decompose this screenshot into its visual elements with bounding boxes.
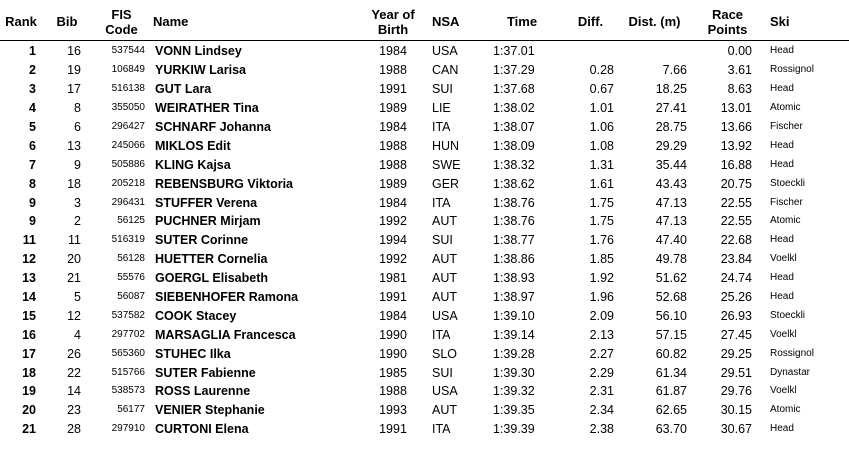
- distance-cell: 52.68: [655, 290, 687, 305]
- ski-brand-cell: Head: [770, 45, 794, 57]
- table-row: [0, 118, 849, 137]
- header-row: [0, 3, 849, 41]
- ski-brand-cell: Rossignol: [770, 64, 814, 76]
- bib-cell: 8: [74, 101, 81, 116]
- race-points-cell: 30.15: [720, 403, 752, 418]
- year-of-birth-cell: 1988: [379, 157, 407, 172]
- header-pts-line1: Race: [711, 6, 744, 22]
- athlete-name-cell: ROSS Laurenne: [155, 384, 251, 399]
- rank-cell: 16: [22, 327, 36, 342]
- year-of-birth-cell: 1994: [379, 233, 407, 248]
- ski-brand-cell: Voelkl: [770, 253, 797, 265]
- table-row: [0, 401, 849, 420]
- year-of-birth-cell: 1988: [379, 138, 407, 153]
- bib-cell: 20: [67, 252, 81, 267]
- nsa-cell: AUT: [432, 252, 457, 267]
- fis-code-cell: 106849: [111, 64, 145, 76]
- diff-cell: 2.29: [589, 365, 614, 380]
- athlete-name-cell: SIEBENHOFER Ramona: [155, 290, 299, 305]
- ski-brand-cell: Head: [770, 83, 794, 95]
- nsa-cell: ITA: [432, 327, 451, 342]
- diff-cell: 1.01: [589, 101, 614, 116]
- bib-cell: 9: [74, 157, 81, 172]
- year-of-birth-cell: 1991: [379, 82, 407, 97]
- table-row: [0, 61, 849, 80]
- header-yob-line2: Birth: [377, 21, 409, 37]
- race-points-cell: 23.84: [720, 252, 752, 267]
- bib-cell: 19: [67, 63, 81, 78]
- time-cell: 1:38.07: [493, 120, 535, 134]
- header-year-of-birth: [360, 3, 426, 41]
- time-cell: 1:38.86: [493, 252, 535, 267]
- time-cell: 1:39.14: [493, 327, 535, 342]
- diff-cell: 2.13: [589, 327, 614, 342]
- ski-brand-cell: Stoeckli: [770, 309, 806, 321]
- distance-cell: 43.43: [655, 176, 687, 191]
- distance-cell: 51.62: [655, 271, 687, 286]
- athlete-name-cell: MARSAGLIA Francesca: [155, 327, 296, 342]
- header-rank: Rank: [0, 3, 42, 41]
- nsa-cell: AUT: [432, 403, 457, 418]
- distance-cell: 27.41: [655, 101, 687, 116]
- header-nsa: NSA: [426, 3, 481, 41]
- bib-cell: 4: [74, 327, 81, 342]
- nsa-cell: SUI: [432, 365, 453, 380]
- fis-code-cell: 56128: [117, 253, 145, 265]
- year-of-birth-cell: 1990: [379, 346, 407, 361]
- fis-code-cell: 245066: [111, 139, 145, 151]
- athlete-name-cell: YURKIW Larisa: [155, 63, 246, 78]
- race-points-cell: 22.55: [720, 214, 752, 229]
- diff-cell: 1.61: [589, 176, 614, 191]
- distance-cell: 62.65: [655, 403, 687, 418]
- diff-cell: 0.28: [589, 63, 614, 78]
- diff-cell: 1.76: [589, 233, 614, 248]
- ski-brand-cell: Stoeckli: [770, 177, 806, 189]
- athlete-name-cell: SUTER Corinne: [155, 233, 249, 248]
- ski-brand-cell: Atomic: [770, 102, 801, 114]
- time-cell: 1:38.76: [493, 214, 535, 229]
- distance-cell: 61.87: [655, 384, 687, 399]
- race-points-cell: 13.92: [720, 138, 752, 153]
- nsa-cell: HUN: [432, 138, 460, 153]
- time-cell: 1:38.09: [493, 138, 535, 153]
- rank-cell: 11: [22, 233, 36, 248]
- bib-cell: 14: [67, 384, 81, 399]
- year-of-birth-cell: 1981: [379, 271, 407, 286]
- diff-cell: 2.31: [589, 384, 614, 399]
- fis-code-cell: 56125: [117, 215, 145, 227]
- bib-cell: 5: [74, 290, 81, 305]
- year-of-birth-cell: 1984: [379, 120, 407, 134]
- header-bib: Bib: [42, 3, 92, 41]
- ski-brand-cell: Head: [770, 234, 794, 246]
- table-row: [0, 269, 849, 288]
- time-cell: 1:37.01: [493, 44, 535, 59]
- year-of-birth-cell: 1984: [379, 44, 407, 59]
- athlete-name-cell: GUT Lara: [155, 82, 212, 97]
- table-row: [0, 306, 849, 325]
- distance-cell: 61.34: [655, 365, 687, 380]
- ski-brand-cell: Head: [770, 423, 794, 435]
- header-race-points: [691, 3, 764, 41]
- table-row: [0, 136, 849, 155]
- athlete-name-cell: SUTER Fabienne: [155, 365, 256, 380]
- header-fis-line2: Code: [105, 21, 138, 37]
- header-distance: Dist. (m): [618, 3, 691, 41]
- table-body: [0, 41, 849, 439]
- year-of-birth-cell: 1988: [379, 63, 407, 78]
- race-points-cell: 22.55: [720, 195, 752, 210]
- distance-cell: 63.70: [655, 422, 687, 437]
- nsa-cell: CAN: [432, 63, 459, 78]
- fis-code-cell: 296427: [111, 121, 145, 132]
- diff-cell: 1.75: [589, 195, 614, 210]
- table-header: [0, 3, 849, 41]
- race-points-cell: 29.51: [720, 365, 752, 380]
- time-cell: 1:39.39: [493, 422, 535, 437]
- ski-brand-cell: Head: [770, 291, 794, 303]
- distance-cell: 29.29: [655, 138, 687, 153]
- fis-code-cell: 516319: [111, 234, 145, 246]
- ski-brand-cell: Head: [770, 272, 794, 284]
- nsa-cell: ITA: [432, 195, 451, 210]
- diff-cell: 1.06: [589, 120, 614, 134]
- rank-cell: 17: [22, 346, 36, 361]
- ski-brand-cell: Head: [770, 158, 794, 170]
- distance-cell: 28.75: [655, 120, 687, 134]
- fis-code-cell: 538573: [111, 385, 145, 397]
- nsa-cell: GER: [432, 176, 460, 191]
- nsa-cell: SUI: [432, 233, 453, 248]
- table-row: [0, 325, 849, 344]
- header-diff: Diff.: [563, 3, 618, 41]
- race-points-cell: 8.63: [727, 82, 752, 97]
- year-of-birth-cell: 1988: [379, 384, 407, 399]
- fis-code-cell: 56177: [117, 404, 145, 416]
- ski-brand-cell: Fischer: [770, 121, 803, 132]
- fis-code-cell: 505886: [111, 158, 145, 170]
- table-row: [0, 250, 849, 269]
- nsa-cell: AUT: [432, 271, 457, 286]
- distance-cell: 18.25: [655, 82, 687, 97]
- rank-cell: 20: [22, 403, 36, 418]
- year-of-birth-cell: 1984: [379, 308, 407, 323]
- nsa-cell: USA: [432, 384, 458, 399]
- distance-cell: 7.66: [662, 63, 687, 78]
- nsa-cell: USA: [432, 308, 458, 323]
- rank-cell: 7: [29, 157, 36, 172]
- bib-cell: 22: [67, 365, 81, 380]
- distance-cell: 35.44: [655, 157, 687, 172]
- athlete-name-cell: COOK Stacey: [155, 308, 237, 323]
- distance-cell: 60.82: [655, 346, 687, 361]
- year-of-birth-cell: 1991: [379, 290, 407, 305]
- time-cell: 1:39.35: [493, 403, 535, 418]
- rank-cell: 9: [29, 214, 36, 229]
- athlete-name-cell: HUETTER Cornelia: [155, 252, 268, 267]
- athlete-name-cell: PUCHNER Mirjam: [155, 214, 261, 229]
- bib-cell: 13: [67, 138, 81, 153]
- header-time: Time: [481, 3, 563, 41]
- results-table: [0, 3, 849, 439]
- time-cell: 1:38.76: [493, 195, 535, 210]
- rank-cell: 14: [22, 290, 36, 305]
- table-row: [0, 212, 849, 231]
- race-points-cell: 22.68: [720, 233, 752, 248]
- ski-brand-cell: Fischer: [770, 196, 803, 208]
- table-row: [0, 363, 849, 382]
- table-row: [0, 155, 849, 174]
- time-cell: 1:39.30: [493, 365, 535, 380]
- fis-code-cell: 355050: [111, 102, 145, 114]
- table-row: [0, 193, 849, 212]
- distance-cell: 49.78: [655, 252, 687, 267]
- fis-code-cell: 565360: [111, 347, 145, 359]
- race-points-cell: 30.67: [720, 422, 752, 437]
- nsa-cell: ITA: [432, 120, 451, 134]
- time-cell: 1:39.10: [493, 308, 535, 323]
- year-of-birth-cell: 1985: [379, 365, 407, 380]
- table-row: [0, 99, 849, 118]
- race-points-cell: 0.00: [727, 44, 752, 59]
- diff-cell: 1.96: [589, 290, 614, 305]
- year-of-birth-cell: 1984: [379, 195, 407, 210]
- time-cell: 1:37.68: [493, 82, 535, 97]
- year-of-birth-cell: 1992: [379, 252, 407, 267]
- ski-brand-cell: Voelkl: [770, 385, 797, 397]
- bib-cell: 17: [67, 82, 81, 97]
- ski-brand-cell: Rossignol: [770, 347, 814, 359]
- diff-cell: 2.27: [589, 346, 614, 361]
- year-of-birth-cell: 1989: [379, 176, 407, 191]
- athlete-name-cell: KLING Kajsa: [155, 157, 231, 172]
- ski-brand-cell: Atomic: [770, 404, 801, 416]
- bib-cell: 26: [67, 346, 81, 361]
- bib-cell: 12: [67, 308, 81, 323]
- distance-cell: 57.15: [655, 327, 687, 342]
- time-cell: 1:39.28: [493, 346, 535, 361]
- athlete-name-cell: MIKLOS Edit: [155, 138, 231, 153]
- athlete-name-cell: REBENSBURG Viktoria: [155, 176, 293, 191]
- fis-code-cell: 297702: [111, 328, 145, 340]
- fis-code-cell: 516138: [111, 83, 145, 95]
- distance-cell: 47.13: [655, 214, 687, 229]
- time-cell: 1:38.02: [493, 101, 535, 116]
- table-row: [0, 41, 849, 61]
- fis-code-cell: 205218: [111, 177, 145, 189]
- nsa-cell: SUI: [432, 82, 453, 97]
- fis-code-cell: 296431: [111, 196, 145, 208]
- fis-code-cell: 55576: [117, 272, 145, 284]
- race-points-cell: 13.66: [720, 120, 752, 134]
- diff-cell: 1.75: [589, 214, 614, 229]
- year-of-birth-cell: 1993: [379, 403, 407, 418]
- rank-cell: 15: [22, 308, 36, 323]
- race-points-cell: 29.76: [720, 384, 752, 399]
- table-row: [0, 80, 849, 99]
- header-ski: Ski: [764, 3, 849, 41]
- race-points-cell: 13.01: [720, 101, 752, 116]
- race-points-cell: 24.74: [720, 271, 752, 286]
- bib-cell: 11: [68, 233, 81, 248]
- diff-cell: 1.31: [589, 157, 614, 172]
- distance-cell: 56.10: [655, 308, 687, 323]
- distance-cell: [618, 41, 691, 61]
- ski-brand-cell: Head: [770, 139, 794, 151]
- nsa-cell: AUT: [432, 290, 457, 305]
- table-row: [0, 420, 849, 439]
- rank-cell: 4: [29, 101, 36, 116]
- distance-cell: 47.40: [655, 233, 687, 248]
- fis-code-cell: 297910: [111, 423, 145, 435]
- rank-cell: 9: [29, 195, 36, 210]
- header-fis-line1: FIS: [111, 6, 132, 22]
- rank-cell: 19: [22, 384, 36, 399]
- fis-code-cell: 537544: [111, 45, 145, 57]
- time-cell: 1:38.62: [493, 176, 535, 191]
- year-of-birth-cell: 1992: [379, 214, 407, 229]
- year-of-birth-cell: 1989: [379, 101, 407, 116]
- nsa-cell: ITA: [432, 422, 451, 437]
- header-name: Name: [151, 3, 360, 41]
- race-points-cell: 25.26: [720, 290, 752, 305]
- rank-cell: 8: [29, 176, 36, 191]
- distance-cell: 47.13: [655, 195, 687, 210]
- bib-cell: 28: [67, 422, 81, 437]
- diff-cell: [563, 41, 618, 61]
- time-cell: 1:37.29: [493, 63, 535, 78]
- time-cell: 1:38.77: [493, 233, 535, 248]
- diff-cell: 1.92: [589, 271, 614, 286]
- fis-code-cell: 537582: [111, 309, 145, 321]
- athlete-name-cell: SCHNARF Johanna: [155, 120, 271, 134]
- header-yob-line1: Year of: [371, 6, 415, 22]
- time-cell: 1:38.93: [493, 271, 535, 286]
- time-cell: 1:38.32: [493, 157, 535, 172]
- rank-cell: 5: [29, 120, 36, 134]
- time-cell: 1:39.32: [493, 384, 535, 399]
- diff-cell: 2.38: [589, 422, 614, 437]
- rank-cell: 1: [29, 44, 36, 59]
- bib-cell: 3: [74, 195, 81, 210]
- athlete-name-cell: CURTONI Elena: [155, 422, 249, 437]
- table-row: [0, 174, 849, 193]
- athlete-name-cell: VONN Lindsey: [155, 44, 242, 59]
- athlete-name-cell: WEIRATHER Tina: [155, 101, 259, 116]
- fis-code-cell: 56087: [117, 291, 145, 303]
- nsa-cell: SWE: [432, 157, 461, 172]
- rank-cell: 2: [29, 63, 36, 78]
- bib-cell: 21: [67, 271, 81, 286]
- bib-cell: 18: [67, 176, 81, 191]
- bib-cell: 2: [74, 214, 81, 229]
- race-points-cell: 29.25: [720, 346, 752, 361]
- diff-cell: 1.85: [589, 252, 614, 267]
- ski-brand-cell: Voelkl: [770, 328, 797, 340]
- table-row: [0, 382, 849, 401]
- race-points-cell: 27.45: [720, 327, 752, 342]
- race-points-cell: 3.61: [727, 63, 752, 78]
- header-fis-code: [92, 3, 151, 41]
- nsa-cell: USA: [432, 44, 458, 59]
- year-of-birth-cell: 1990: [379, 327, 407, 342]
- rank-cell: 18: [22, 365, 36, 380]
- header-pts-line2: Points: [707, 21, 748, 37]
- diff-cell: 2.34: [589, 403, 614, 418]
- athlete-name-cell: VENIER Stephanie: [155, 403, 265, 418]
- table-row: [0, 344, 849, 363]
- nsa-cell: LIE: [432, 101, 451, 116]
- bib-cell: 6: [74, 120, 81, 134]
- table-row: [0, 288, 849, 307]
- year-of-birth-cell: 1991: [379, 422, 407, 437]
- ski-brand-cell: Dynastar: [770, 366, 811, 378]
- diff-cell: 1.08: [589, 138, 614, 153]
- diff-cell: 0.67: [589, 82, 614, 97]
- diff-cell: 2.09: [589, 308, 614, 323]
- athlete-name-cell: STUHEC Ilka: [155, 346, 231, 361]
- race-points-cell: 20.75: [720, 176, 752, 191]
- time-cell: 1:38.97: [493, 290, 535, 305]
- race-points-cell: 26.93: [720, 308, 752, 323]
- athlete-name-cell: GOERGL Elisabeth: [155, 271, 268, 286]
- rank-cell: 3: [29, 82, 36, 97]
- nsa-cell: AUT: [432, 214, 457, 229]
- rank-cell: 12: [22, 252, 36, 267]
- nsa-cell: SLO: [432, 346, 458, 361]
- race-points-cell: 16.88: [720, 157, 752, 172]
- bib-cell: 23: [67, 403, 81, 418]
- rank-cell: 13: [22, 271, 36, 286]
- rank-cell: 21: [22, 422, 36, 437]
- table-row: [0, 231, 849, 250]
- fis-code-cell: 515766: [111, 366, 145, 378]
- rank-cell: 6: [29, 138, 36, 153]
- ski-brand-cell: Atomic: [770, 215, 801, 227]
- bib-cell: 16: [67, 44, 81, 59]
- athlete-name-cell: STUFFER Verena: [155, 195, 258, 210]
